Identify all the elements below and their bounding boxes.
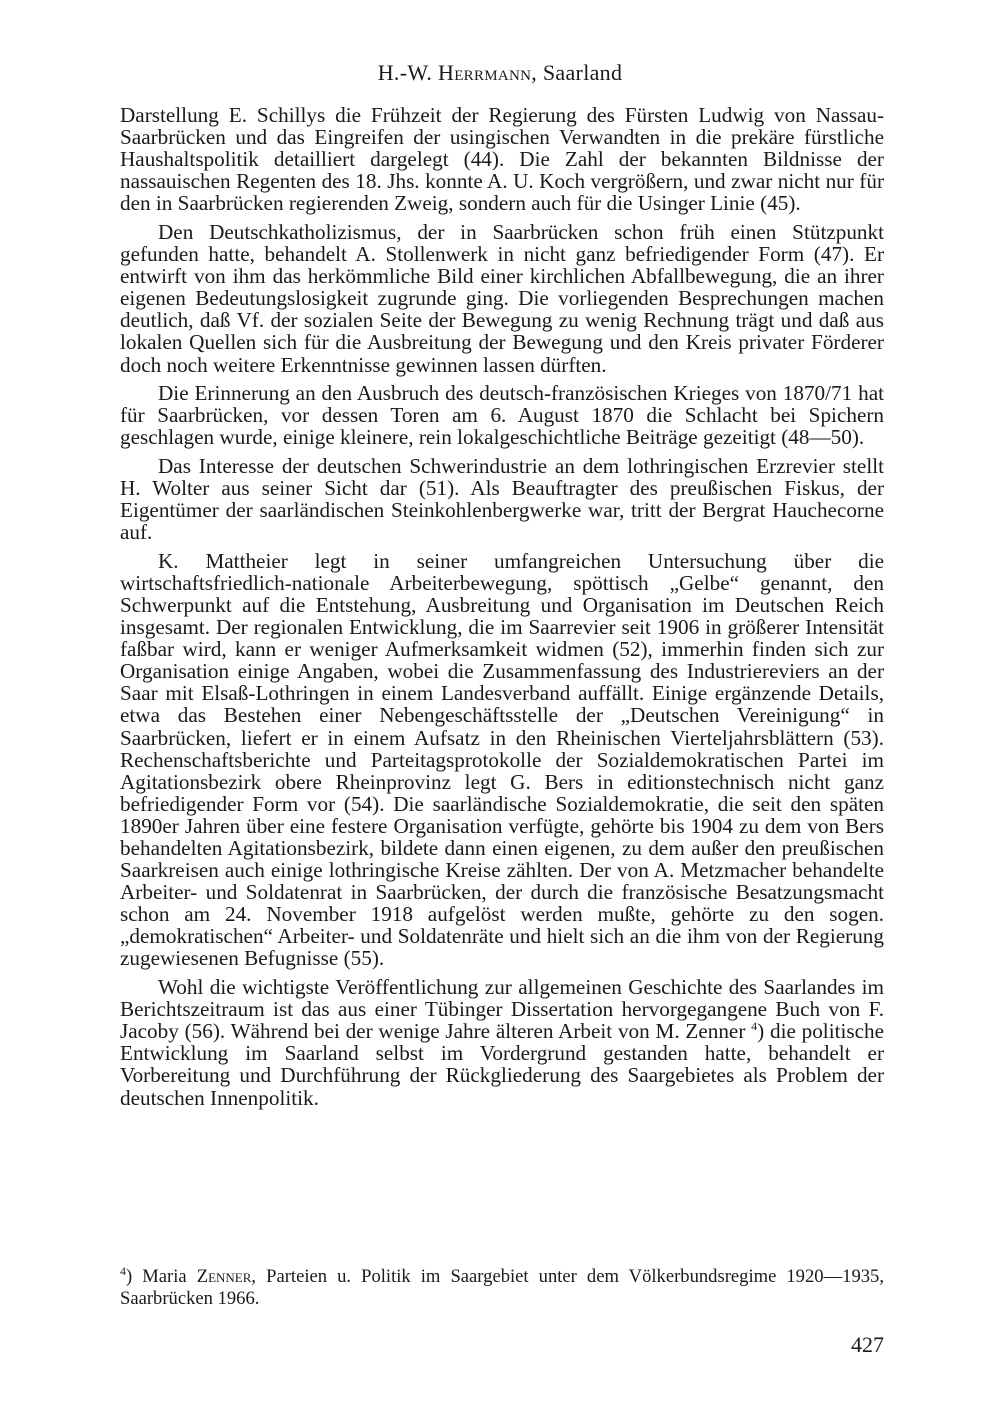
footnote-prefix: ) Maria xyxy=(126,1266,197,1287)
footnote xyxy=(120,1263,885,1310)
paragraph-4: Das Interesse der deutschen Schwerindustrie an dem lothringischen Erzrevier stellt H. Wolter aus seiner Sicht dar (51). Als Beauftragter des preußischen Fiskus, der Eigentümer der saarländischen Steinkohlenbergwerke war, tritt der Bergrat Hauchecorne auf. xyxy=(120,453,884,545)
paragraph-3: Die Erinnerung an den Ausbruch des deutsch-französischen Krieges von 1870/71 hat für Saarbrücken, vor dessen Toren am 6. August 1870 die Schlacht bei Spichern geschlagen wurde, einige kleinere, rein lokalgeschichtliche Beiträge gezeitigt (48—50). xyxy=(120,381,884,450)
running-head-section: , Saarland xyxy=(531,60,623,85)
footnote-author: Zenner xyxy=(196,1266,252,1287)
running-head-author: Herrmann xyxy=(438,60,532,85)
paragraph-2: Den Deutschkatholizismus, der in Saarbrücken schon früh einen Stützpunkt gefunden hatte, behandelt A. Stollenwerk in nicht ganz befriedigender Form (47). Er entwirft von ihm das herkömmliche Bild einer kirchlichen Abfallbewegung, die an ihrer eigenen Bedeutungslosigkeit zugrunde ging. Die vorliegenden Besprechungen machen deutlich, daß Vf. der sozialen Seite der Bewegung zu wenig Rechnung trägt und daß aus lokalen Quellen sich für die Ausbreitung der Bewegung und den Kreis privater Förderer doch noch weitere Erkenntnisse gewinnen lassen dürften. xyxy=(120,219,884,377)
running-head xyxy=(120,60,880,86)
paragraph-6-text-a: Wohl die wichtigste Veröffentlichung zur allgemeinen Geschichte des Saarlandes im Berichtszeitraum ist das aus einer Tübinger Dissertation hervorgegangene Buch von F. Jacoby (56). Während bei der wenige Jahre älteren Arbeit von M. Zenner xyxy=(120,975,884,1044)
paragraph-6-text-b: ) die politische Entwicklung im Saarland selbst im Vordergrund gestanden hatte, behandelt er Vorbereitung und Durchführung der Rückgliederung des Saargebietes als Problem der deutschen Innenpolitik. xyxy=(120,1019,884,1110)
body-text xyxy=(120,104,884,1115)
footnote-reference: 4 xyxy=(751,1019,758,1034)
paragraph-1: Darstellung E. Schillys die Frühzeit der Regierung des Fürsten Ludwig von Nassau-Saarbrücken und das Eingreifen der usingischen Verwandten in die prekäre fürstliche Haushaltspolitik detailliert dargelegt (44). Die Zahl der bekannten Bildnisse der nassauischen Regenten des 18. Jhs. konnte A. U. Koch vergrößern, und zwar nicht nur für den in Saarbrücken regierenden Zweig, sondern auch für die Usinger Linie (45). xyxy=(120,103,884,216)
footnote-text: , Parteien u. Politik im Saargebiet unter dem Völkerbundsregime 1920—1935, Saarbrücken 1966. xyxy=(120,1266,885,1309)
paragraph-6 xyxy=(120,976,884,1109)
paragraph-5: K. Mattheier legt in seiner umfangreichen Untersuchung über die wirtschaftsfriedlich-nationale Arbeiterbewegung, spöttisch „Gelbe“ genannt, den Schwerpunkt auf die Entstehung, Ausbreitung und Organisation im Deutschen Reich insgesamt. Der regionalen Entwicklung, die im Saarrevier seit 1906 in größerer Intensität faßbar wird, kann er weniger Aufmerksamkeit widmen (52), immerhin finden sich zur Organisation einige Angaben, wobei die Zusammenfassung des Industriereviers an der Saar mit Elsaß-Lothringen in einem Landesverband auffällt. Einige ergänzende Details, etwa das Bestehen einer Nebengeschäftsstelle der „Deutschen Vereinigung“ in Saarbrücken, liefert er in einem Aufsatz in den Rheinischen Vierteljahrsblättern (53). Rechenschaftsberichte und Parteitagsprotokolle der Sozialdemokratischen Partei im Agitationsbezirk obere Rheinprovinz legt G. Bers in editionstechnisch nicht ganz befriedigender Form vor (54). Die saarländische Sozialdemokratie, die seit den späten 1890er Jahren über eine festere Organisation verfügte, gehörte bis 1904 zu dem von Bers behandelten Agitationsbezirk, bildete dann einen eigenen, zu dem außer den preußischen Saarkreisen auch einige lothringische Kreise zählten. Der von A. Metzmacher behandelte Arbeiter- und Soldatenrat in Saarbrücken, der durch die französische Besatzungsmacht schon am 24. November 1918 aufgelöst werden mußte, gehörte zu den sogen. „demokratischen“ Arbeiter- und Soldatenräte und hielt sich an die ihm von der Regierung zugewiesenen Befugnisse (55). xyxy=(120,548,884,971)
running-head-initials: H.-W. xyxy=(377,60,433,85)
page-number: 427 xyxy=(851,1332,884,1357)
footnote-marker: 4 xyxy=(120,1263,126,1278)
